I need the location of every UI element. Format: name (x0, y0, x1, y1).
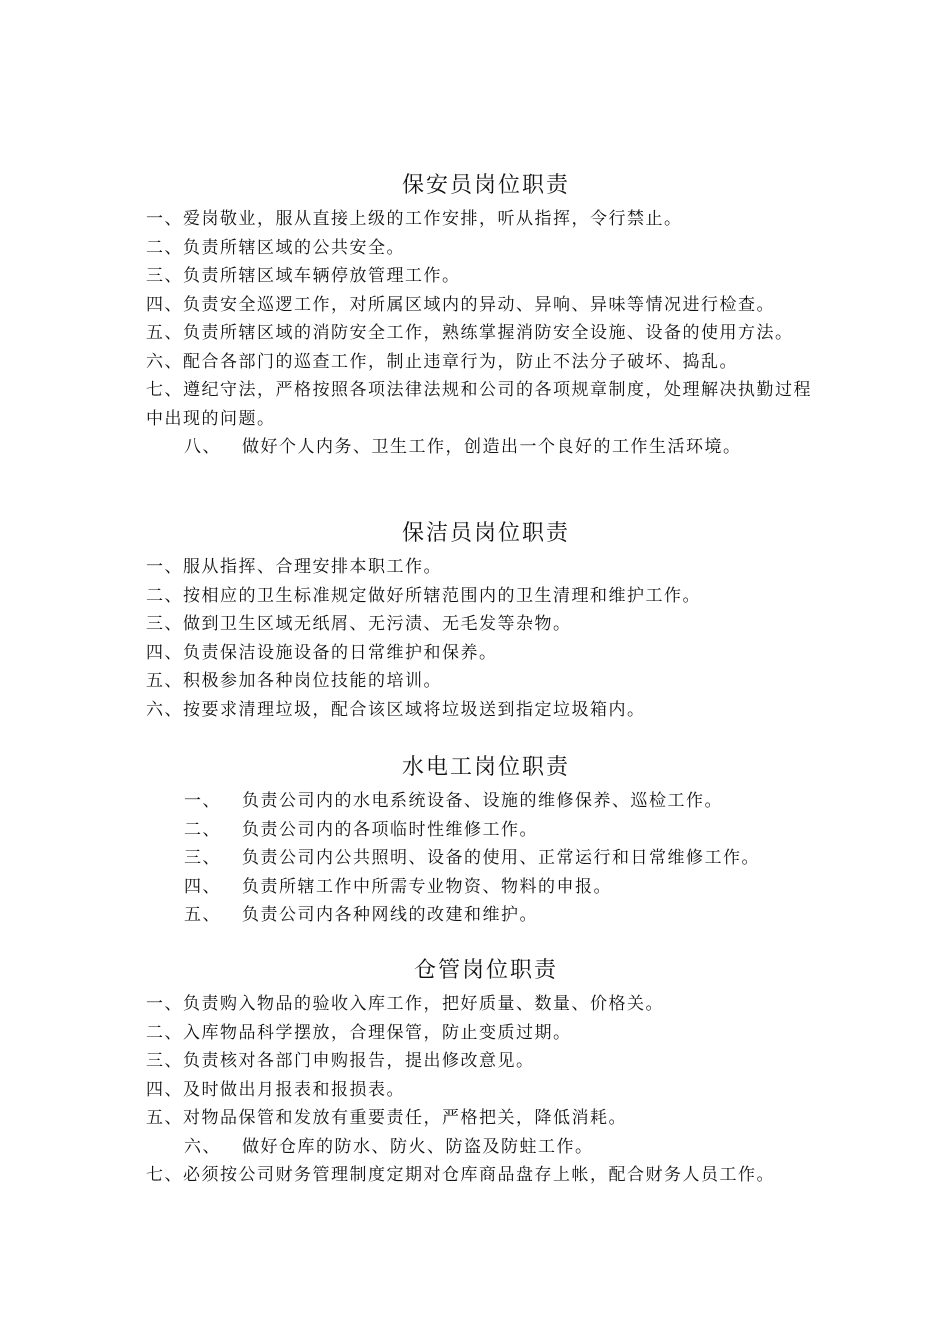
section-title: 仓管岗位职责 (413, 958, 558, 983)
section-title: 保安员岗位职责 (401, 173, 570, 198)
list-item: 三、负责所辖区域车辆停放管理工作。 (146, 266, 461, 286)
item-number: 五、 (184, 905, 221, 925)
list-item-indented (146, 844, 826, 873)
item-text: 负责公司内的水电系统设备、设施的维修保养、巡检工作。 (242, 791, 723, 811)
list-item: 七、必须按公司财务管理制度定期对仓库商品盘存上帐，配合财务人员工作。 (146, 1165, 775, 1185)
section-security-guard (146, 171, 826, 462)
list-item-indented (146, 816, 826, 845)
section-electrician (146, 753, 826, 930)
list-item: 六、按要求清理垃圾，配合该区域将垃圾送到指定垃圾箱内。 (146, 699, 646, 720)
item-number: 二、 (184, 819, 221, 840)
list-item: 一、爱岗敬业，服从直接上级的工作安排，听从指挥，令行禁止。 (146, 209, 683, 229)
list-item: 二、负责所辖区域的公共安全。 (146, 237, 405, 258)
list-item: 三、负责核对各部门申购报告，提出修改意见。 (146, 1051, 535, 1071)
list-item: 六、配合各部门的巡查工作，制止违章行为，防止不法分子破坏、捣乱。 (146, 351, 738, 372)
list-item: 三、做到卫生区域无纸屑、无污渍、无毛发等杂物。 (146, 614, 572, 634)
list-item: 五、负责所辖区域的消防安全工作，熟练掌握消防安全设施、设备的使用方法。 (146, 323, 794, 343)
list-item: 五、对物品保管和发放有重要责任，严格把关，降低消耗。 (146, 1108, 627, 1128)
item-number: 六、 (184, 1136, 221, 1157)
item-text: 负责公司内各种网线的改建和维护。 (242, 905, 538, 925)
item-number: 四、 (184, 876, 221, 897)
list-item-indented (146, 901, 826, 930)
item-number: 八、 (184, 437, 221, 457)
item-text: 做好仓库的防水、防火、防盗及防蛀工作。 (242, 1136, 594, 1157)
list-item-indented (146, 873, 826, 902)
section-cleaner (146, 519, 826, 724)
list-item-indented (146, 1133, 826, 1162)
list-item: 二、按相应的卫生标准规定做好所辖范围内的卫生清理和维护工作。 (146, 585, 701, 606)
section-warehouse-keeper (146, 956, 826, 1190)
item-number: 一、 (184, 791, 221, 811)
item-text: 负责公司内公共照明、设备的使用、正常运行和日常维修工作。 (242, 848, 760, 868)
list-item-indented (146, 433, 826, 462)
list-item: 一、负责购入物品的验收入库工作，把好质量、数量、价格关。 (146, 994, 664, 1014)
item-text: 负责公司内的各项临时性维修工作。 (242, 819, 538, 840)
section-title: 保洁员岗位职责 (401, 521, 570, 546)
list-item-indented (146, 787, 826, 816)
list-item: 五、积极参加各种岗位技能的培训。 (146, 671, 442, 691)
list-item: 七、遵纪守法，严格按照各项法律法规和公司的各项规章制度，处理解决执勤过程中出现的问题。 (146, 380, 812, 429)
item-text: 做好个人内务、卫生工作，创造出一个良好的工作生活环境。 (242, 437, 742, 457)
item-text: 负责所辖工作中所需专业物资、物料的申报。 (242, 876, 612, 897)
list-item: 四、负责保洁设施设备的日常维护和保养。 (146, 642, 498, 663)
list-item: 四、负责安全巡逻工作，对所属区域内的异动、异响、异味等情况进行检查。 (146, 294, 775, 315)
list-item: 二、入库物品科学摆放，合理保管，防止变质过期。 (146, 1022, 572, 1043)
item-number: 三、 (184, 848, 221, 868)
list-item: 一、服从指挥、合理安排本职工作。 (146, 557, 442, 577)
list-item: 四、及时做出月报表和报损表。 (146, 1079, 405, 1100)
section-title: 水电工岗位职责 (401, 755, 570, 780)
